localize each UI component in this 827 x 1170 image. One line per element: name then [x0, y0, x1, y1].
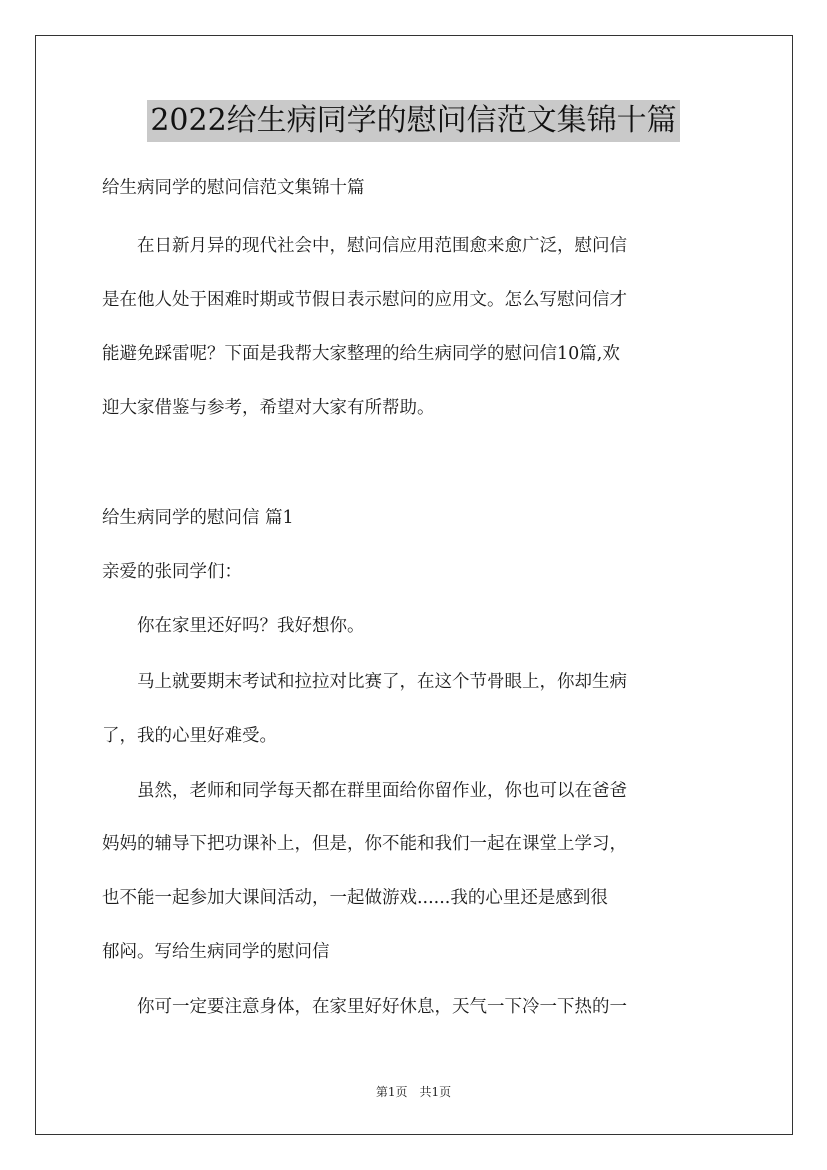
document-title: 2022给生病同学的慰问信范文集锦十篇 — [147, 100, 679, 142]
paragraph-line: 马上就要期末考试和拉拉对比赛了，在这个节骨眼上，你却生病 — [102, 672, 627, 692]
paragraph-line: 迎大家借鉴与参考，希望对大家有所帮助。 — [102, 398, 435, 418]
paragraph-line: 是在他人处于困难时期或节假日表示慰问的应用文。怎么写慰问信才 — [102, 290, 627, 310]
section-heading: 给生病同学的慰问信范文集锦十篇 — [102, 178, 365, 198]
paragraph-line: 妈妈的辅导下把功课补上，但是，你不能和我们一起在课堂上学习， — [102, 834, 627, 854]
page-footer: 第1页 共1页 — [375, 1085, 452, 1099]
paragraph-line: 在日新月异的现代社会中，慰问信应用范围愈来愈广泛，慰问信 — [102, 236, 627, 256]
paragraph-line: 郁闷。写给生病同学的慰问信 — [102, 942, 330, 962]
paragraph-line: 能避免踩雷呢？下面是我帮大家整理的给生病同学的慰问信10篇,欢 — [102, 344, 620, 364]
paragraph-line: 虽然，老师和同学每天都在群里面给你留作业，你也可以在爸爸 — [102, 781, 627, 801]
paragraph-line: 了，我的心里好难受。 — [102, 726, 277, 746]
paragraph-line: 也不能一起参加大课间活动，一起做游戏......我的心里还是感到很 — [102, 888, 608, 908]
title-container — [0, 100, 827, 142]
section-heading: 给生病同学的慰问信 篇1 — [102, 508, 294, 528]
paragraph-line: 你可一定要注意身体，在家里好好休息，天气一下冷一下热的一 — [102, 997, 627, 1017]
salutation: 亲爱的张同学们： — [102, 562, 242, 582]
paragraph-line: 你在家里还好吗？我好想你。 — [102, 616, 365, 636]
